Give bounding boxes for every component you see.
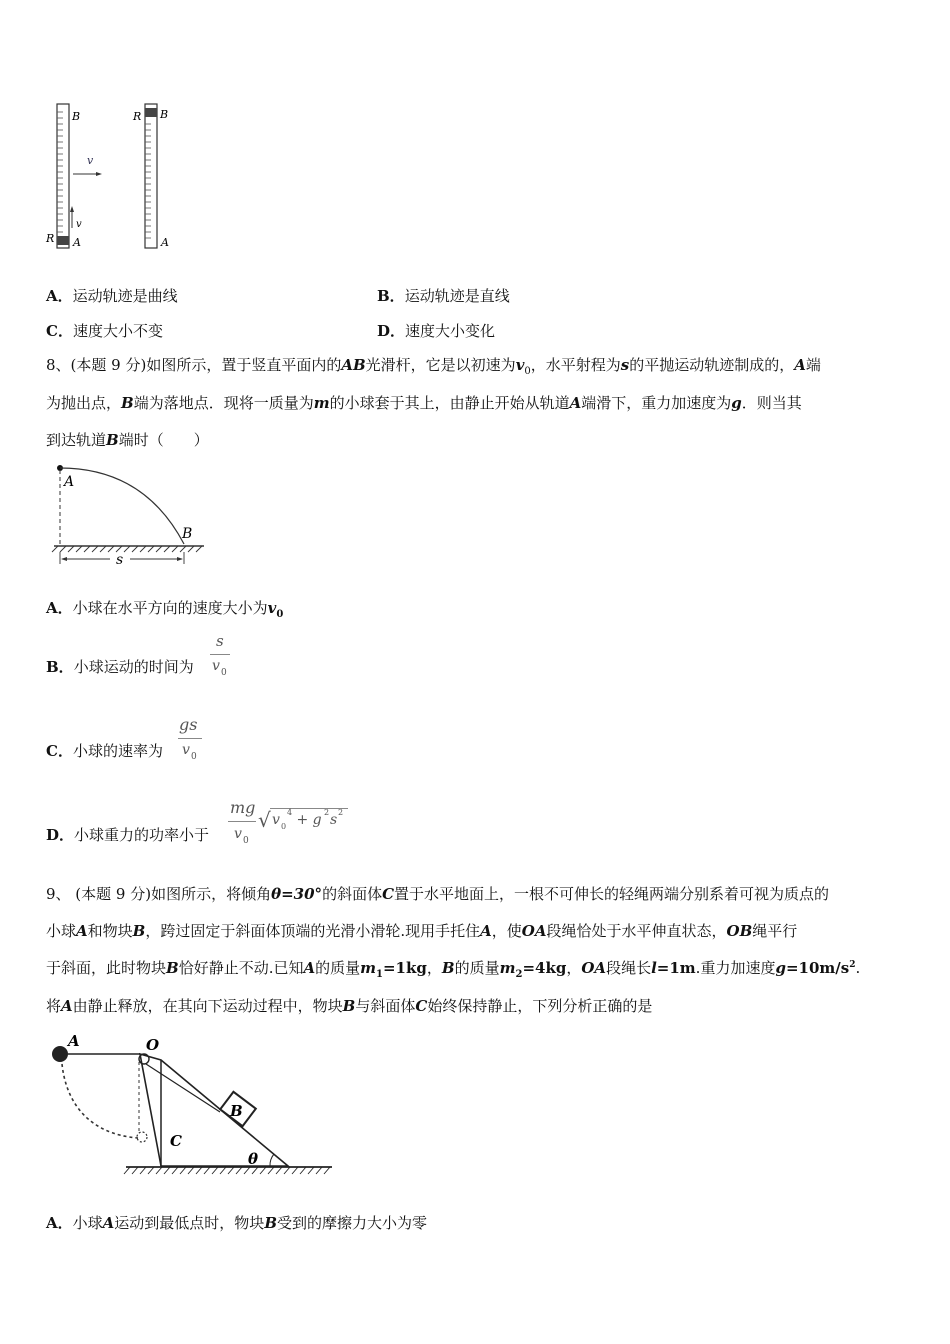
fraction-denominator-sub: 0 xyxy=(191,752,197,762)
fig7-label-A2: A xyxy=(161,236,169,249)
angle-arc xyxy=(270,1154,274,1166)
q8-var: A xyxy=(569,394,582,412)
fig7-label-R1: R xyxy=(46,232,55,245)
q8-option-d[interactable] xyxy=(46,824,209,845)
q7-option-a[interactable] xyxy=(46,285,178,306)
q9-var: B xyxy=(166,959,179,977)
q7-option-d-label: D． xyxy=(377,322,406,340)
fraction-denominator-sub: 0 xyxy=(221,668,227,678)
q9-option-a-label: A． xyxy=(46,1214,73,1232)
q8-option-a-var: v xyxy=(267,599,277,617)
q7-option-a-label: A． xyxy=(46,287,73,305)
q8-text: 端滑下，重力加速度为 xyxy=(581,394,732,412)
q8-option-d-text: 小球重力的功率小于 xyxy=(74,826,210,844)
fraction-denominator: v xyxy=(234,826,242,842)
q8-option-d-label: D． xyxy=(46,826,75,844)
tube-1-block xyxy=(57,236,69,245)
q9-figure xyxy=(48,1032,338,1182)
q7-option-b[interactable] xyxy=(377,285,510,306)
trajectory-curve xyxy=(60,468,184,544)
fraction-bar xyxy=(228,821,256,822)
q9-text: 由静止释放，在其向下运动过程中，物块 xyxy=(72,997,343,1015)
q9-text: 始终保持静止，下列分析正确的是 xyxy=(427,997,653,1015)
fraction-numerator: mg xyxy=(230,798,256,817)
fig7-label-A1: A xyxy=(73,236,81,249)
sqrt-term-s: s xyxy=(330,812,338,828)
q9-text: ，使 xyxy=(491,922,522,940)
sqrt-term-v-sub: 0 xyxy=(281,822,287,831)
fig9-label-C: C xyxy=(170,1132,182,1150)
q9-var: m xyxy=(499,959,516,977)
q9-sub: 1 xyxy=(376,969,383,980)
q9-value: =1m xyxy=(656,959,696,977)
q7-option-c[interactable] xyxy=(46,320,163,341)
q9-var: C xyxy=(382,885,395,903)
q7-option-b-label: B． xyxy=(377,287,405,305)
fig7-label-B1: B xyxy=(72,110,81,123)
q8-var: g xyxy=(731,394,742,412)
q8-var: v xyxy=(515,356,525,374)
q9-text: 于斜面，此时物块 xyxy=(46,959,167,977)
q8-var: m xyxy=(313,394,330,412)
q9-var: C xyxy=(415,997,428,1015)
q8-option-b-label: B． xyxy=(46,658,74,676)
q9-sup: 2 xyxy=(849,960,856,970)
fraction-bar xyxy=(210,654,230,655)
q9-text: 9、 (本题 9 分)如图所示，将倾角 xyxy=(46,885,272,903)
q8-option-c-label: C． xyxy=(46,742,73,760)
sqrt-bar xyxy=(270,808,348,809)
q9-stem-line-1 xyxy=(46,883,829,904)
ball-a-dashed xyxy=(137,1132,147,1142)
tube-2-block xyxy=(145,108,157,117)
q7-figure xyxy=(40,100,190,260)
q9-text: 的质量 xyxy=(315,959,361,977)
q9-var: OA xyxy=(581,959,607,977)
q8-figure xyxy=(44,460,214,570)
q9-option-a-text: 受到的摩擦力大小为零 xyxy=(277,1214,428,1232)
q8-option-a-text: 小球在水平方向的速度大小为 xyxy=(72,599,268,617)
q9-text: 将 xyxy=(46,997,62,1015)
q9-text: ，跨过固定于斜面体顶端的光滑小滑轮.现用手托住 xyxy=(145,922,481,940)
q9-var: A xyxy=(61,997,73,1015)
q9-var: θ=30° xyxy=(271,885,323,903)
q8-option-b-text: 小球运动的时间为 xyxy=(73,658,194,676)
fig7-label-B2: B xyxy=(160,108,169,121)
fraction-bar xyxy=(178,738,202,739)
q8-option-c-text: 小球的速率为 xyxy=(72,742,163,760)
q9-var: OB xyxy=(726,922,753,940)
q8-option-d-expression xyxy=(228,798,353,850)
fig7-label-v-right: v xyxy=(87,154,94,167)
q8-stem-line-3 xyxy=(46,429,209,450)
q9-text: 的斜面体 xyxy=(322,885,383,903)
q9-var: OA xyxy=(521,922,547,940)
sqrt-term-s-sup: 2 xyxy=(338,808,344,817)
fig9-label-O: O xyxy=(146,1036,160,1054)
q9-var: B xyxy=(441,959,455,977)
fig8-label-s: s xyxy=(116,552,124,568)
q9-text: 绳平行 xyxy=(752,922,798,940)
fraction-denominator: v xyxy=(182,742,190,758)
fig9-label-B: B xyxy=(230,1102,243,1120)
fraction-numerator: gs xyxy=(179,715,198,734)
fig9-label-theta: θ xyxy=(248,1150,259,1168)
q9-value: =10m/s xyxy=(785,959,850,977)
q8-text: 端时（ ） xyxy=(118,431,209,449)
q9-var: B xyxy=(342,997,356,1015)
q8-sub: 0 xyxy=(524,366,531,377)
q8-text: 的平抛运动轨迹制成的， xyxy=(629,356,795,374)
q9-var: g xyxy=(775,959,786,977)
incline-c xyxy=(140,1054,288,1166)
q7-option-c-text: 速度大小不变 xyxy=(72,322,163,340)
q9-sub: 2 xyxy=(515,969,523,980)
q8-text: 光滑杆，它是以初速为 xyxy=(365,356,516,374)
q7-option-a-text: 运动轨迹是曲线 xyxy=(72,287,178,305)
q8-text: ，水平射程为 xyxy=(530,356,621,374)
q9-option-a-text: 小球 xyxy=(72,1214,103,1232)
q8-text: 端为落地点．现将一质量为 xyxy=(133,394,314,412)
fraction-numerator: s xyxy=(216,632,224,650)
q9-var: l xyxy=(651,959,657,977)
q9-text: .重力加速度 xyxy=(695,959,776,977)
q9-text: 和物块 xyxy=(87,922,133,940)
q7-option-d-text: 速度大小变化 xyxy=(405,322,496,340)
q8-option-c-fraction xyxy=(178,715,206,767)
q7-option-b-text: 运动轨迹是直线 xyxy=(404,287,510,305)
q8-text: 端 xyxy=(805,356,821,374)
q9-var: m xyxy=(360,959,377,977)
q9-text: ， xyxy=(426,959,442,977)
q9-text: 段绳长 xyxy=(606,959,652,977)
q9-stem-line-2 xyxy=(46,920,797,941)
sqrt-term-plus-g: + g xyxy=(292,812,322,828)
q8-var: s xyxy=(620,356,630,374)
sqrt-sign: √ xyxy=(258,808,271,832)
fig8-label-A: A xyxy=(64,474,75,490)
q8-text: 8、(本题 9 分)如图所示，置于竖直平面内的 xyxy=(46,356,342,374)
q8-var: B xyxy=(106,431,119,449)
sqrt-term-v-sup: 4 xyxy=(287,808,293,817)
q7-option-d[interactable] xyxy=(377,320,495,341)
fig7-label-v-up: v xyxy=(76,219,82,230)
q9-option-a-var: A xyxy=(102,1214,115,1232)
q8-option-a-label: A． xyxy=(46,599,73,617)
sqrt-term-g-sup: 2 xyxy=(324,808,330,817)
ball-a xyxy=(52,1046,68,1062)
q8-option-c[interactable] xyxy=(46,740,163,761)
q9-text: 恰好静止不动.已知 xyxy=(178,959,304,977)
q9-option-a-var: B xyxy=(264,1214,277,1232)
q7-option-c-label: C． xyxy=(46,322,73,340)
fig7-label-R2: R xyxy=(133,110,142,123)
q9-option-a-text: 运动到最低点时，物块 xyxy=(114,1214,265,1232)
q9-stem-line-4 xyxy=(46,995,652,1016)
q8-var: AB xyxy=(341,356,366,374)
q8-text: ．则当其 xyxy=(741,394,802,412)
q8-option-a[interactable] xyxy=(46,597,283,620)
fig8-label-B: B xyxy=(182,526,193,542)
q9-text: 的质量 xyxy=(454,959,500,977)
q8-option-b[interactable] xyxy=(46,656,194,677)
ball-a-path xyxy=(62,1064,138,1138)
q9-stem-line-3 xyxy=(46,957,860,980)
q9-text: 与斜面体 xyxy=(355,997,416,1015)
q8-var: A xyxy=(794,356,806,374)
q8-var: B xyxy=(121,394,134,412)
q8-text: 到达轨道 xyxy=(46,431,107,449)
sqrt-term-v: v xyxy=(272,812,280,828)
q9-var: A xyxy=(303,959,316,977)
q9-text: . xyxy=(855,959,861,977)
q8-option-a-sub: 0 xyxy=(276,609,284,620)
q8-stem-line-1 xyxy=(46,354,821,377)
q9-text: 置于水平地面上，一根不可伸长的轻绳两端分别系着可视为质点的 xyxy=(394,885,830,903)
q9-var: B xyxy=(132,922,146,940)
fig9-label-A: A xyxy=(68,1032,80,1050)
q9-var: A xyxy=(480,922,492,940)
q9-option-a[interactable] xyxy=(46,1212,427,1233)
fraction-denominator-sub: 0 xyxy=(243,836,249,846)
q9-value: =4kg xyxy=(522,959,567,977)
q9-text: ， xyxy=(566,959,582,977)
q8-text: 的小球套于其上，由静止开始从轨道 xyxy=(329,394,570,412)
q8-option-b-fraction xyxy=(209,632,233,682)
q8-text: 为抛出点， xyxy=(46,394,122,412)
q9-value: =1kg xyxy=(382,959,427,977)
fraction-denominator: v xyxy=(212,658,220,674)
q9-text: 小球 xyxy=(46,922,77,940)
q9-text: 段绳恰处于水平伸直状态， xyxy=(546,922,727,940)
q9-var: A xyxy=(76,922,88,940)
q8-stem-line-2 xyxy=(46,392,802,413)
